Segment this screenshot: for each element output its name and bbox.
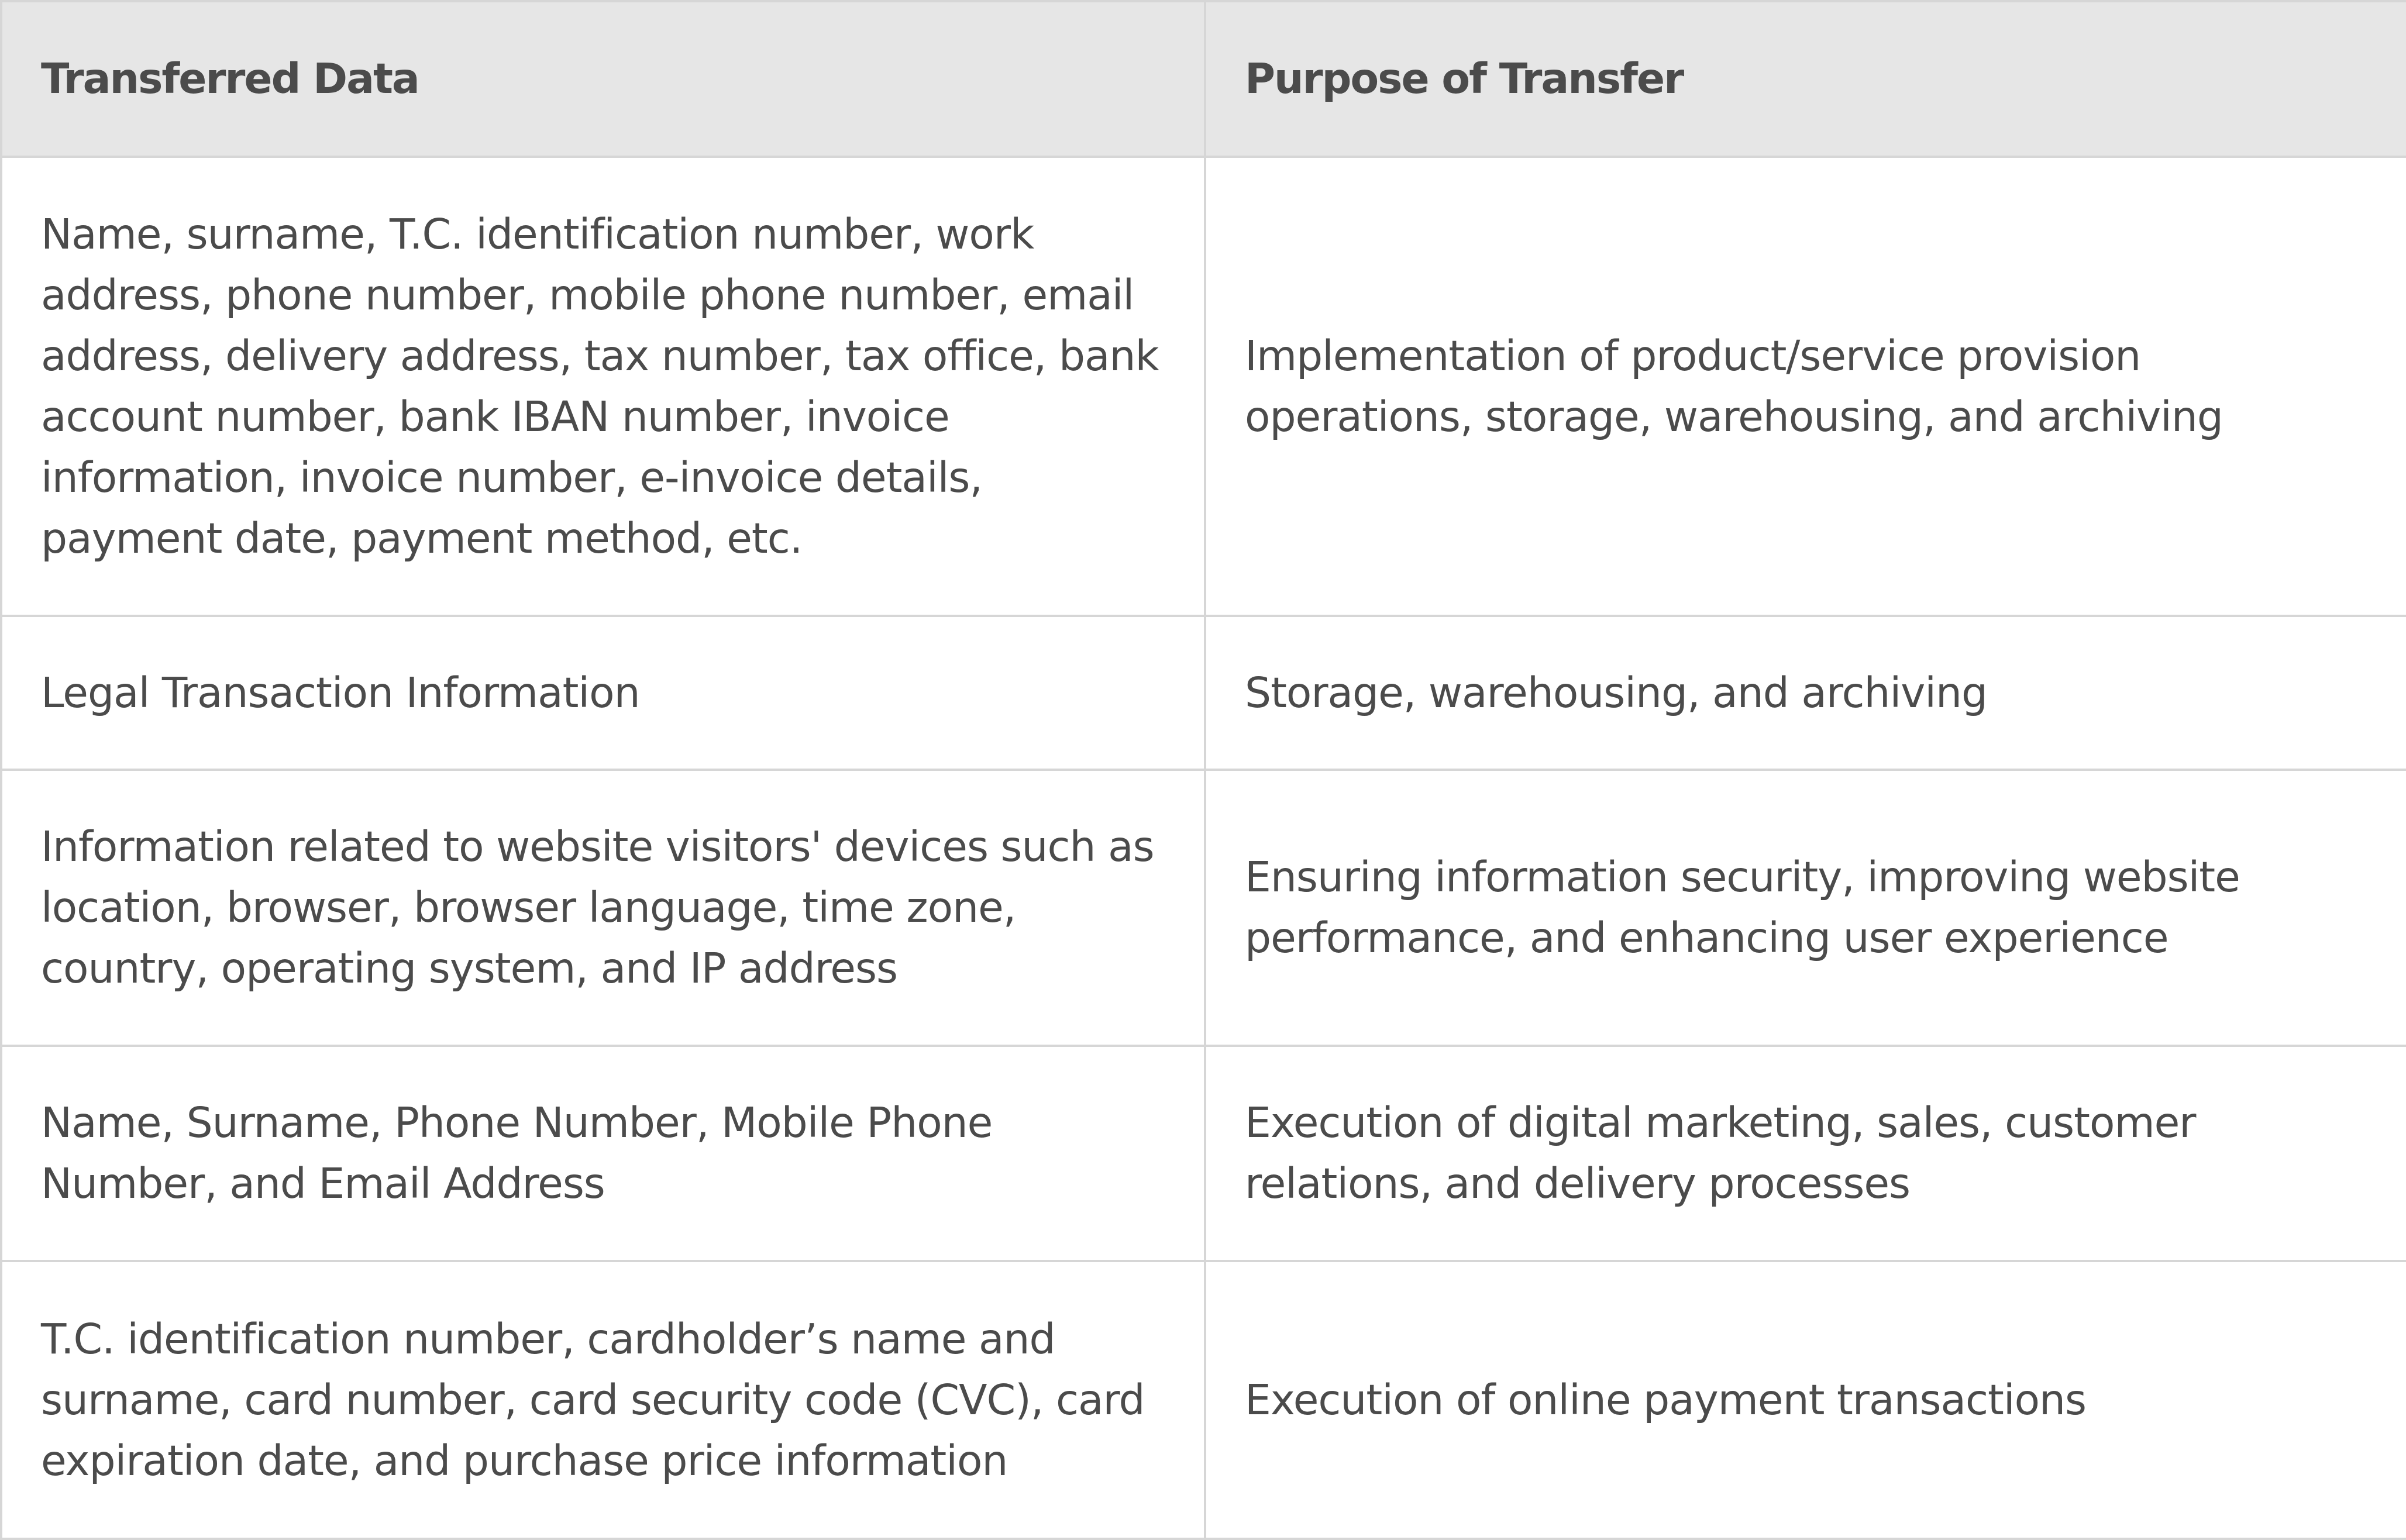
header-transferred-data: Transferred Data: [1, 1, 1205, 157]
transferred-data-cell: Information related to website visitors' devices such as location, browser, browser language, time zone, country, operating system, and IP address: [1, 770, 1205, 1046]
purpose-cell: Implementation of product/service provision operations, storage, warehousing, and archiving: [1205, 157, 2406, 616]
table-row: [1, 1046, 2406, 1261]
purpose-cell: Storage, warehousing, and archiving: [1205, 616, 2406, 770]
table-header-row: [1, 1, 2406, 157]
transferred-data-cell: T.C. identification number, cardholder’s name and surname, card number, card security code (CVC), card expiration date, and purchase price information: [1, 1261, 1205, 1539]
header-purpose-of-transfer: Purpose of Transfer: [1205, 1, 2406, 157]
purpose-cell: Execution of digital marketing, sales, customer relations, and delivery processes: [1205, 1046, 2406, 1261]
table-row: [1, 1261, 2406, 1539]
transferred-data-cell: Name, Surname, Phone Number, Mobile Phone Number, and Email Address: [1, 1046, 1205, 1261]
transferred-data-cell: Name, surname, T.C. identification number, work address, phone number, mobile phone number, email address, delivery address, tax number, tax office, bank account number, bank IBAN number, invoice information, invoice number, e-invoice details, payment date, payment method, etc.: [1, 157, 1205, 616]
table-row: [1, 770, 2406, 1046]
transferred-data-cell: Legal Transaction Information: [1, 616, 1205, 770]
table-row: [1, 157, 2406, 616]
purpose-cell: Ensuring information security, improving website performance, and enhancing user experience: [1205, 770, 2406, 1046]
table-row: [1, 616, 2406, 770]
purpose-cell: Execution of online payment transactions: [1205, 1261, 2406, 1539]
